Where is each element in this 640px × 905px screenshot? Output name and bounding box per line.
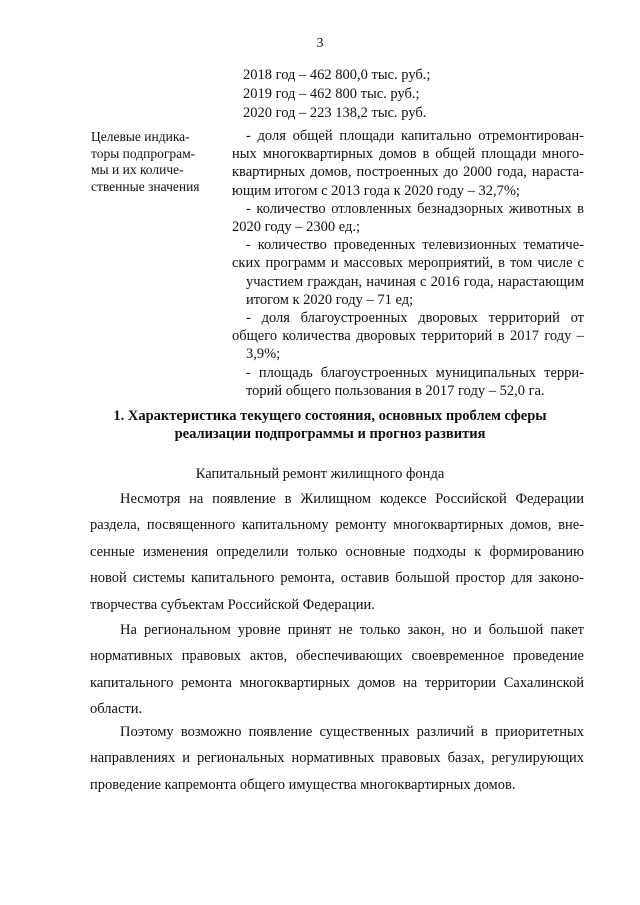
indicator-line: итогом к 2020 году – 71 ед; <box>246 291 414 308</box>
paragraph-line: раздела, посвященного капитальному ремонту многоквартирных домов, вне- <box>90 517 584 534</box>
indicator-line: ских программ и массовых мероприятий, в том числе с <box>232 255 584 272</box>
indicator-tv-programs <box>232 236 584 309</box>
paragraph-line: проведение капремонта общего имущества многоквартирных домов. <box>90 776 516 793</box>
label-line: Целевые индика- <box>91 129 190 144</box>
paragraph-line: сенные изменения определили только основные подходы к формированию <box>90 543 584 560</box>
paragraph-line: новой системы капитального ремонта, оставив большой простор для законо- <box>90 570 584 587</box>
page-number: 3 <box>316 36 324 51</box>
paragraph-3 <box>90 719 584 798</box>
heading-line: 1. Характеристика текущего состояния, основных проблем сферы <box>113 408 547 424</box>
indicator-line: - доля благоустроенных дворовых территорий от <box>246 310 584 327</box>
paragraph-line: Поэтому возможно появление существенных различий в приоритетных <box>120 724 584 740</box>
paragraph-line: На региональном уровне принят не только закон, но и большой пакет <box>120 622 584 638</box>
funding-line-2018: 2018 год – 462 800,0 тыс. руб.; <box>243 67 431 83</box>
indicator-line: - доля общей площади капитально отремонтирован- <box>246 128 584 144</box>
paragraph-line: творчества субъектам Российской Федерации. <box>90 596 375 613</box>
indicators-list <box>232 127 584 400</box>
indicator-public-areas <box>232 364 584 400</box>
indicator-line: - количество отловленных безнадзорных животных в <box>246 200 584 217</box>
indicators-label <box>91 129 231 195</box>
indicator-line: ющим итогом с 2013 года к 2020 году – 32,7%; <box>232 182 520 199</box>
indicator-line: 2020 году – 2300 ед.; <box>232 219 361 236</box>
indicator-animals <box>232 200 584 236</box>
paragraph-1 <box>90 486 584 618</box>
indicator-line: 3,9%; <box>246 346 281 363</box>
indicator-line: - количество проведенных телевизионных тематиче- <box>246 237 584 254</box>
paragraph-line: направлениях и региональных нормативных правовых базах, регулирующих <box>90 750 584 767</box>
indicator-line: квартирных домов, построенных до 2000 года, нараста- <box>232 164 584 181</box>
indicator-line: общего количества дворовых территорий в 2017 году – <box>232 328 584 345</box>
paragraph-2 <box>90 617 584 723</box>
paragraph-line: капитального ремонта многоквартирных домов на территории Сахалинской <box>90 674 584 691</box>
paragraph-line: Несмотря на появление в Жилищном кодексе Российской Федерации <box>120 491 584 507</box>
indicator-line: участием граждан, начиная с 2016 года, нарастающим <box>246 273 584 290</box>
label-line: торы подпрограм- <box>91 145 196 161</box>
funding-line-2019: 2019 год – 462 800 тыс. руб.; <box>243 86 420 102</box>
label-line: ственные значения <box>91 178 200 194</box>
funding-line-2020: 2020 год – 223 138,2 тыс. руб. <box>243 105 427 121</box>
paragraph-line: области. <box>90 701 143 718</box>
indicator-line: - площадь благоустроенных муниципальных терри- <box>246 364 584 381</box>
section-heading <box>100 407 560 443</box>
indicator-yards <box>232 309 584 364</box>
indicator-repaired-area <box>232 127 584 200</box>
indicator-line: торий общего пользования в 2017 году – 52,0 га. <box>246 382 545 399</box>
paragraph-line: нормативных правовых актов, обеспечивающих своевременное проведение <box>90 648 584 665</box>
heading-line: реализации подпрограммы и прогноз развития <box>174 426 486 442</box>
subsection-title: Капитальный ремонт жилищного фонда <box>195 466 445 482</box>
label-line: мы и их количе- <box>91 162 184 177</box>
indicator-line: ных многоквартирных домов в общей площади много- <box>232 146 584 163</box>
